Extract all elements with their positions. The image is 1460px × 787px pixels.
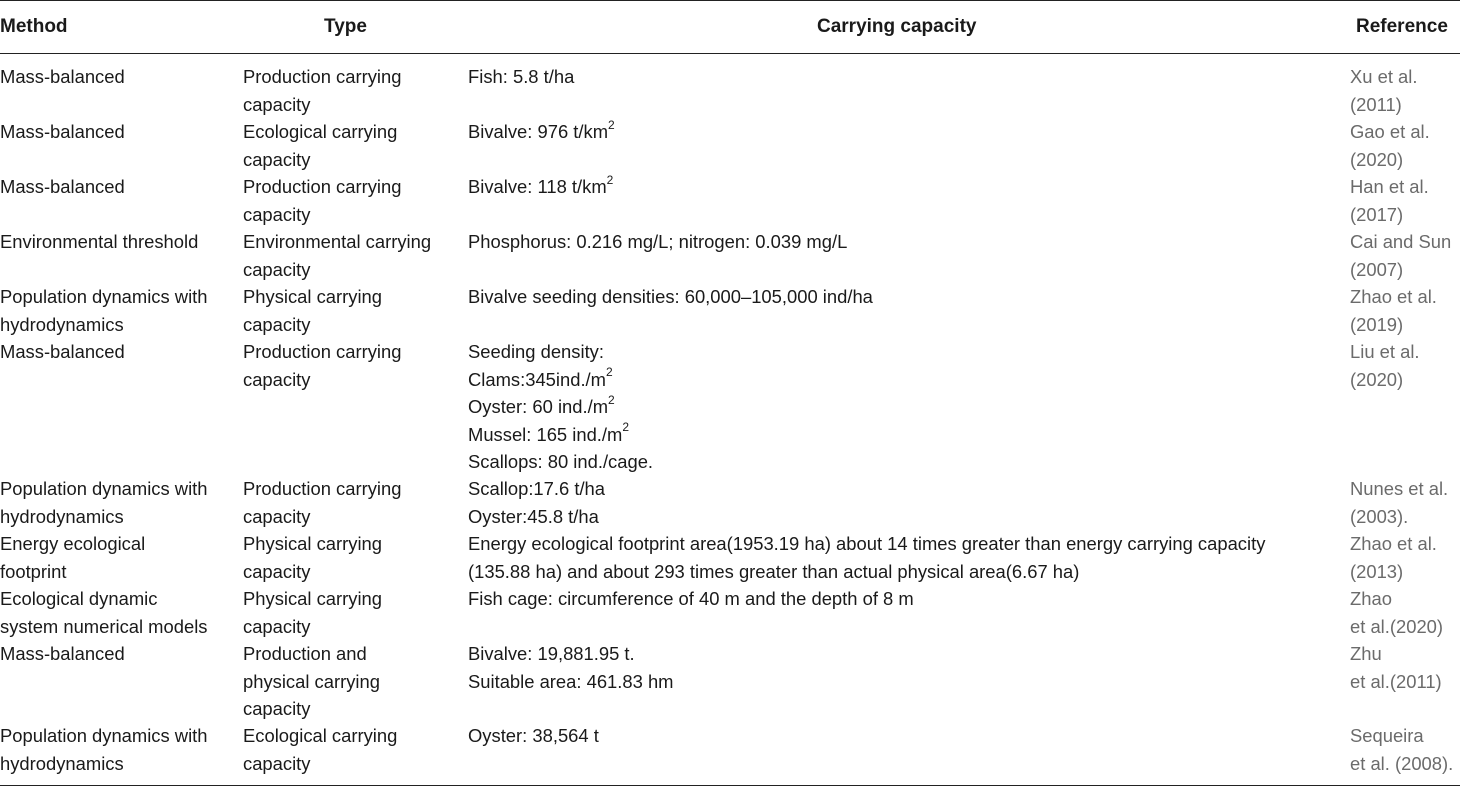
type-cell-line: Production carrying (243, 176, 402, 197)
type-cell-line: Production carrying (243, 66, 402, 87)
capacity-line (468, 585, 1338, 613)
type-cell-line: capacity (243, 698, 311, 719)
capacity-line (468, 63, 1338, 91)
table-row (0, 713, 1460, 774)
capacity-cell (468, 722, 1338, 750)
method-cell (0, 63, 236, 91)
method-cell-line: footprint (0, 560, 67, 582)
type-cell-line: Production and (243, 643, 367, 664)
type-cell-line: capacity (243, 505, 311, 527)
method-cell (0, 228, 236, 256)
method-cell (0, 118, 236, 146)
reference-cell-line: (2017) (1350, 203, 1404, 225)
method-cell-line: Population dynamics with (0, 286, 208, 307)
table-row (0, 466, 1460, 527)
method-cell-line: Mass-balanced (0, 341, 125, 362)
reference-cell-line: Xu et al. (1350, 66, 1418, 87)
reference-cell-line: (2007) (1350, 258, 1404, 280)
reference-cell-line: (2020) (1350, 148, 1404, 170)
header-method: Method (0, 16, 68, 37)
type-cell-line: capacity (243, 93, 311, 115)
capacity-text: Suitable area: 461.83 hm (468, 670, 674, 692)
capacity-cell (468, 173, 1338, 201)
type-cell-line: Environmental carrying (243, 231, 432, 252)
capacity-line (468, 530, 1338, 558)
reference-cell (1350, 722, 1460, 777)
capacity-line (468, 366, 1338, 394)
reference-cell-line: Han et al. (1350, 176, 1429, 197)
reference-cell-line: et al. (2008). (1350, 752, 1454, 774)
reference-cell-line: Nunes et al. (1350, 478, 1449, 499)
table-body (0, 54, 1460, 774)
type-cell-line: physical carrying (243, 670, 380, 692)
table-row (0, 576, 1460, 637)
capacity-text: Fish: 5.8 t/ha (468, 66, 575, 87)
capacity-text: Bivalve seeding densities: 60,000–105,000 ind/ha (468, 286, 873, 307)
type-cell-line: Physical carrying (243, 286, 382, 307)
method-cell-line: Mass-balanced (0, 121, 125, 142)
capacity-cell (468, 63, 1338, 91)
reference-cell-line: Zhu (1350, 643, 1382, 664)
table-row (0, 329, 1460, 472)
capacity-line (468, 722, 1338, 750)
capacity-cell (468, 118, 1338, 146)
method-cell (0, 640, 236, 668)
type-cell-line: capacity (243, 203, 311, 225)
type-cell-line: capacity (243, 258, 311, 280)
capacity-text: Oyster:45.8 t/ha (468, 505, 599, 527)
capacity-text: Energy ecological footprint area(1953.19 ha) about 14 times greater than energy carrying capacity (468, 533, 1266, 554)
type-cell-line: capacity (243, 560, 311, 582)
capacity-line (468, 338, 1338, 366)
capacity-text: Bivalve: 976 t/km (468, 121, 609, 142)
reference-cell-line: et al.(2011) (1350, 670, 1442, 692)
reference-cell-line: Gao et al. (1350, 121, 1430, 142)
type-cell-line: capacity (243, 368, 311, 390)
capacity-cell (468, 585, 1338, 613)
type-cell-line: capacity (243, 313, 311, 335)
table-row (0, 109, 1460, 170)
table-row (0, 521, 1460, 582)
superscript: 2 (608, 117, 615, 132)
type-cell-line: Physical carrying (243, 588, 382, 609)
table-row (0, 54, 1460, 115)
capacity-text: Seeding density: (468, 341, 604, 362)
type-cell-line: Production carrying (243, 341, 402, 362)
method-cell-line: hydrodynamics (0, 752, 124, 774)
table-row (0, 219, 1460, 280)
capacity-cell (468, 283, 1338, 311)
superscript: 2 (605, 365, 613, 380)
reference-cell-line: Zhao et al. (1350, 286, 1437, 307)
superscript: 2 (622, 420, 630, 435)
capacity-line (468, 283, 1338, 311)
capacity-text: Mussel: 165 ind./m (468, 423, 623, 445)
method-cell-line: system numerical models (0, 615, 208, 637)
capacity-cell (468, 228, 1338, 256)
method-cell-line: Population dynamics with (0, 725, 208, 746)
reference-cell-line: et al.(2020) (1350, 615, 1444, 637)
method-cell-line: hydrodynamics (0, 313, 124, 335)
reference-cell (1350, 640, 1460, 695)
table-header (0, 1, 1460, 54)
capacity-text: Oyster: 60 ind./m (468, 396, 609, 417)
reference-cell (1350, 338, 1460, 393)
table-row (0, 164, 1460, 225)
capacity-text: Clams:345ind./m (468, 368, 606, 390)
capacity-text: Scallops: 80 ind./cage. (468, 451, 654, 472)
reference-cell-line: (2003). (1350, 505, 1409, 527)
type-cell-line: Ecological carrying (243, 725, 398, 746)
type-cell (243, 338, 453, 393)
capacity-text: Oyster: 38,564 t (468, 725, 599, 746)
reference-cell-line: Cai and Sun (1350, 231, 1452, 252)
capacity-text: Fish cage: circumference of 40 m and the depth of 8 m (468, 588, 914, 609)
capacity-line (468, 640, 1338, 668)
method-cell-line: Ecological dynamic (0, 588, 158, 609)
capacity-text: (135.88 ha) and about 293 times greater than actual physical area(6.67 ha) (468, 560, 1080, 582)
method-cell-line: Population dynamics with (0, 478, 208, 499)
type-cell-line: Ecological carrying (243, 121, 398, 142)
reference-cell-line: (2020) (1350, 368, 1404, 390)
method-cell-line: Energy ecological (0, 533, 146, 554)
capacity-line (468, 668, 1338, 696)
reference-cell-line: Zhao (1350, 588, 1392, 609)
type-cell-line: Physical carrying (243, 533, 382, 554)
reference-cell-line: Zhao et al. (1350, 533, 1437, 554)
capacity-line (468, 173, 1338, 201)
capacity-text: Scallop:17.6 t/ha (468, 478, 606, 499)
capacity-line (468, 393, 1338, 421)
reference-cell-line: Liu et al. (1350, 341, 1420, 362)
reference-cell-line: (2019) (1350, 313, 1404, 335)
type-cell-line: capacity (243, 148, 311, 170)
method-cell-line: Mass-balanced (0, 176, 125, 197)
table-row (0, 631, 1460, 719)
capacity-text: Phosphorus: 0.216 mg/L; nitrogen: 0.039 mg/L (468, 231, 848, 252)
type-cell (243, 722, 453, 777)
method-cell-line: Environmental threshold (0, 231, 199, 252)
type-cell (243, 640, 453, 723)
method-cell (0, 338, 236, 366)
method-cell (0, 173, 236, 201)
capacity-cell (468, 640, 1338, 695)
capacity-line (468, 475, 1338, 503)
header-type: Type (324, 16, 367, 37)
method-cell-line: Mass-balanced (0, 643, 125, 664)
superscript: 2 (608, 392, 615, 407)
type-cell-line: capacity (243, 752, 311, 774)
method-cell-line: hydrodynamics (0, 505, 124, 527)
table-row (0, 274, 1460, 335)
capacity-cell (468, 338, 1338, 476)
type-cell-line: Production carrying (243, 478, 402, 499)
reference-cell-line: (2013) (1350, 560, 1404, 582)
reference-cell-line: Sequeira (1350, 725, 1424, 746)
table-bottom-rule (0, 785, 1460, 786)
capacity-line (468, 118, 1338, 146)
superscript: 2 (606, 172, 614, 187)
capacity-line (468, 421, 1338, 449)
method-cell (0, 722, 236, 777)
capacity-line (468, 228, 1338, 256)
header-reference: Reference (1356, 16, 1448, 37)
capacity-text: Bivalve: 19,881.95 t. (468, 643, 635, 664)
type-cell-line: capacity (243, 615, 311, 637)
header-carrying-capacity: Carrying capacity (817, 16, 977, 37)
reference-cell-line: (2011) (1350, 93, 1402, 115)
capacity-text: Bivalve: 118 t/km (468, 176, 607, 197)
method-cell-line: Mass-balanced (0, 66, 125, 87)
